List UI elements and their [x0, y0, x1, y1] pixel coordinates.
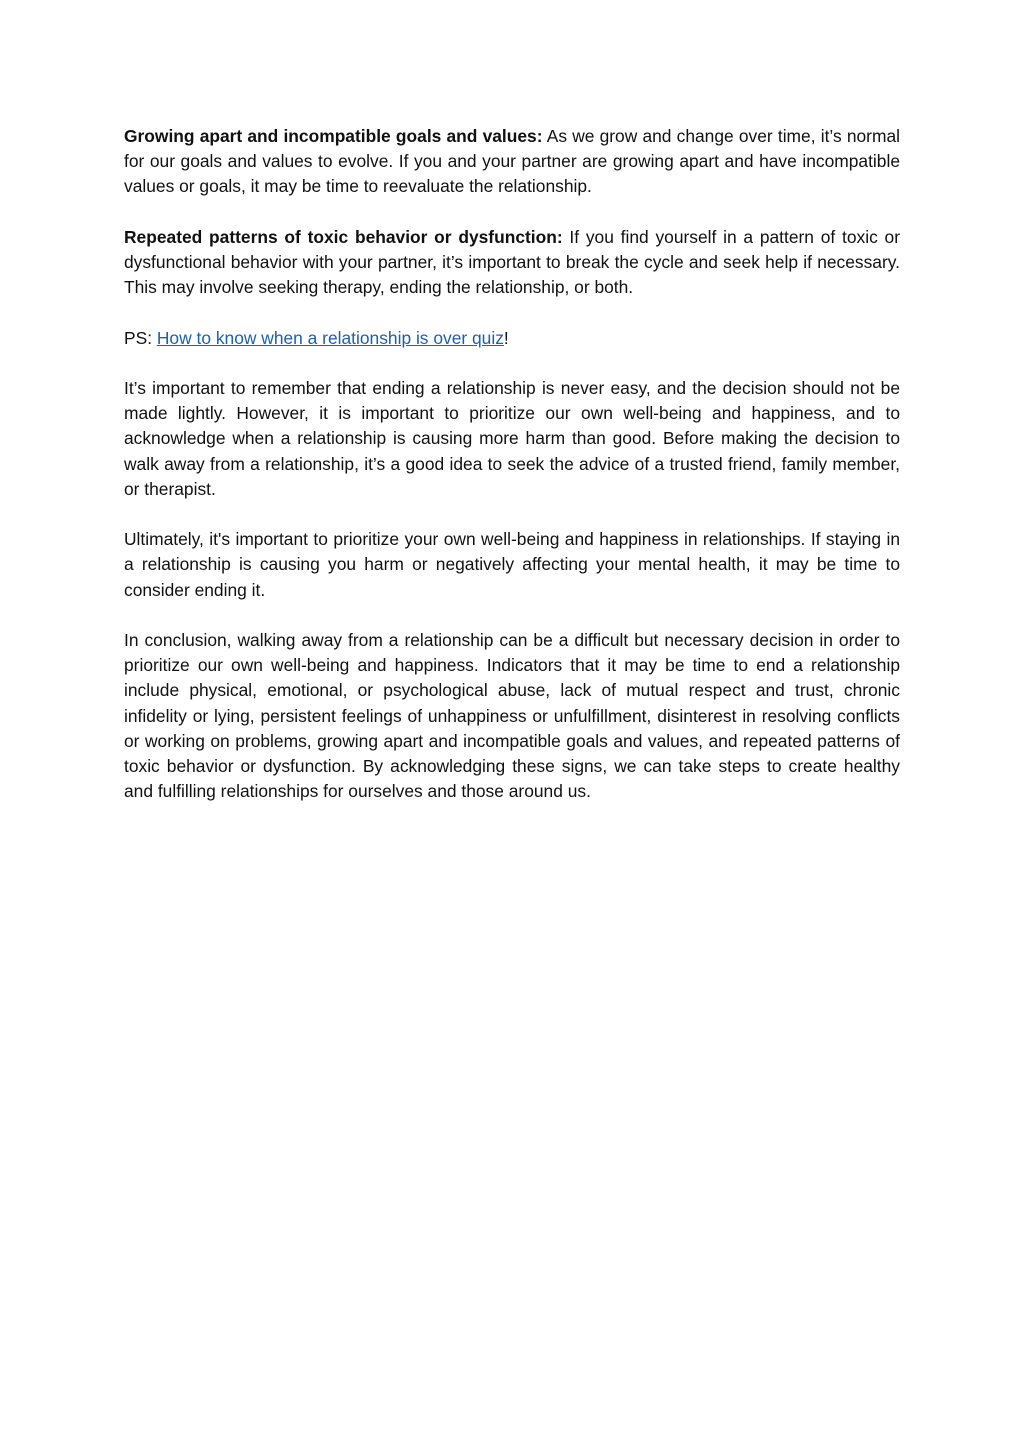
paragraph-ending-relationship: It’s important to remember that ending a relationship is never easy, and the decision should not be made lightly. However, it is important to prioritize our own well-being and happiness, and to acknowledge when a relationship is causing more harm than good. Before making the decision to walk away from a relationship, it’s a good idea to seek the advice of a trusted friend, family member, or therapist.: [124, 377, 900, 499]
section-body: If you find yourself in a pattern of toxic or dysfunctional behavior with your partner, it’s important to break the cycle and seek help if necessary. This may involve seeking therapy, ending the relationship, or both.: [124, 226, 900, 298]
document-page: [124, 124, 900, 830]
paragraph-conclusion: In conclusion, walking away from a relationship can be a difficult but necessary decision in order to prioritize our own well-being and happiness. Indicators that it may be time to end a relationship include physical, emotional, or psychological abuse, lack of mutual respect and trust, chronic infidelity or lying, persistent feelings of unhappiness or unfulfillment, disinterest in resolving conflicts or working on problems, growing apart and incompatible goals and values, and repeated patterns of toxic behavior or dysfunction. By acknowledging these signs, we can take steps to create healthy and fulfilling relationships for ourselves and those around us.: [124, 629, 900, 802]
paragraph-ultimately: Ultimately, it's important to prioritize your own well-being and happiness in relationships. If staying in a relationship is causing you harm or negatively affecting your mental health, it may be time to consider ending it.: [124, 529, 900, 600]
ps-prefix: PS:: [124, 327, 157, 348]
ps-line: [124, 326, 900, 351]
section-growing-apart: [124, 124, 900, 200]
quiz-link[interactable]: How to know when a relationship is over quiz: [156, 327, 504, 348]
section-toxic-patterns: [124, 225, 900, 301]
ps-suffix: !: [503, 327, 509, 348]
section-heading: Growing apart and incompatible goals and values:: [124, 126, 543, 146]
section-heading: Repeated patterns of toxic behavior or dysfunction:: [124, 226, 563, 247]
section-body: As we grow and change over time, it’s normal for our goals and values to evolve. If you and your partner are growing apart and have incompatible values or goals, it may be time to reevaluate the relationship.: [124, 126, 900, 197]
